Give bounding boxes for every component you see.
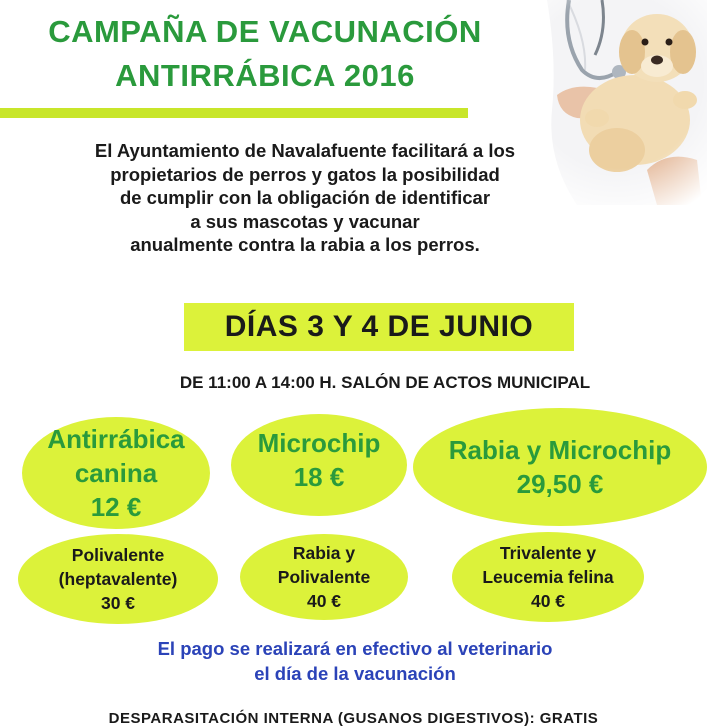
- service-price: 30 €: [100, 593, 136, 613]
- intro-line: propietarios de perros y gatos la posibilidad: [110, 163, 500, 185]
- price-rabia-microchip-ellipse: [413, 408, 707, 526]
- price-microchip-ellipse: [231, 414, 407, 516]
- price-polivalente-ellipse: [18, 534, 218, 624]
- footer-deworming-note: DESPARASITACIÓN INTERNA (GUSANOS DIGESTIVOS): GRATIS: [108, 710, 599, 727]
- payment-line: el día de la vacunación: [254, 663, 456, 684]
- title-underline-bar: [0, 108, 468, 118]
- service-name: Rabia y Microchip: [448, 435, 672, 465]
- service-name: canina: [74, 458, 158, 488]
- price-rabia-polivalente-ellipse: [240, 534, 408, 620]
- service-name: (heptavalente): [58, 569, 178, 589]
- schedule-text: DE 11:00 A 14:00 H. SALÓN DE ACTOS MUNICIPAL: [179, 373, 591, 392]
- service-name: Polivalente: [71, 545, 165, 565]
- intro-line: anualmente contra la rabia a los perros.: [130, 234, 480, 255]
- intro-line: de cumplir con la obligación de identificar: [119, 187, 491, 208]
- intro-line: a sus mascotas y vacunar: [190, 210, 420, 232]
- dates-label: DÍAS 3 Y 4 DE JUNIO: [224, 310, 534, 343]
- title-line-1: CAMPAÑA DE VACUNACIÓN: [48, 14, 482, 49]
- service-price: 40 €: [530, 591, 566, 611]
- title-line-2: ANTIRRÁBICA 2016: [115, 58, 415, 93]
- service-name: Leucemia felina: [482, 567, 614, 587]
- payment-line: El pago se realizará en efectivo al veterinario: [157, 638, 553, 659]
- payment-note: [100, 636, 610, 686]
- service-name: Trivalente y: [499, 543, 597, 563]
- dates-banner: [184, 303, 574, 351]
- intro-text: [10, 139, 600, 257]
- service-price: 12 €: [90, 492, 142, 522]
- service-name: Rabia y: [292, 543, 356, 563]
- service-price: 18 €: [293, 462, 345, 492]
- service-name: Antirrábica: [47, 424, 185, 454]
- price-trivalente-leucemia-ellipse: [452, 532, 644, 622]
- price-antirrabica-ellipse: [22, 417, 210, 529]
- service-price: 40 €: [306, 591, 342, 611]
- intro-line: El Ayuntamiento de Navalafuente facilitará a los: [94, 140, 516, 161]
- service-name: Microchip: [257, 428, 381, 458]
- service-name: Polivalente: [277, 567, 371, 587]
- service-price: 29,50 €: [516, 469, 604, 499]
